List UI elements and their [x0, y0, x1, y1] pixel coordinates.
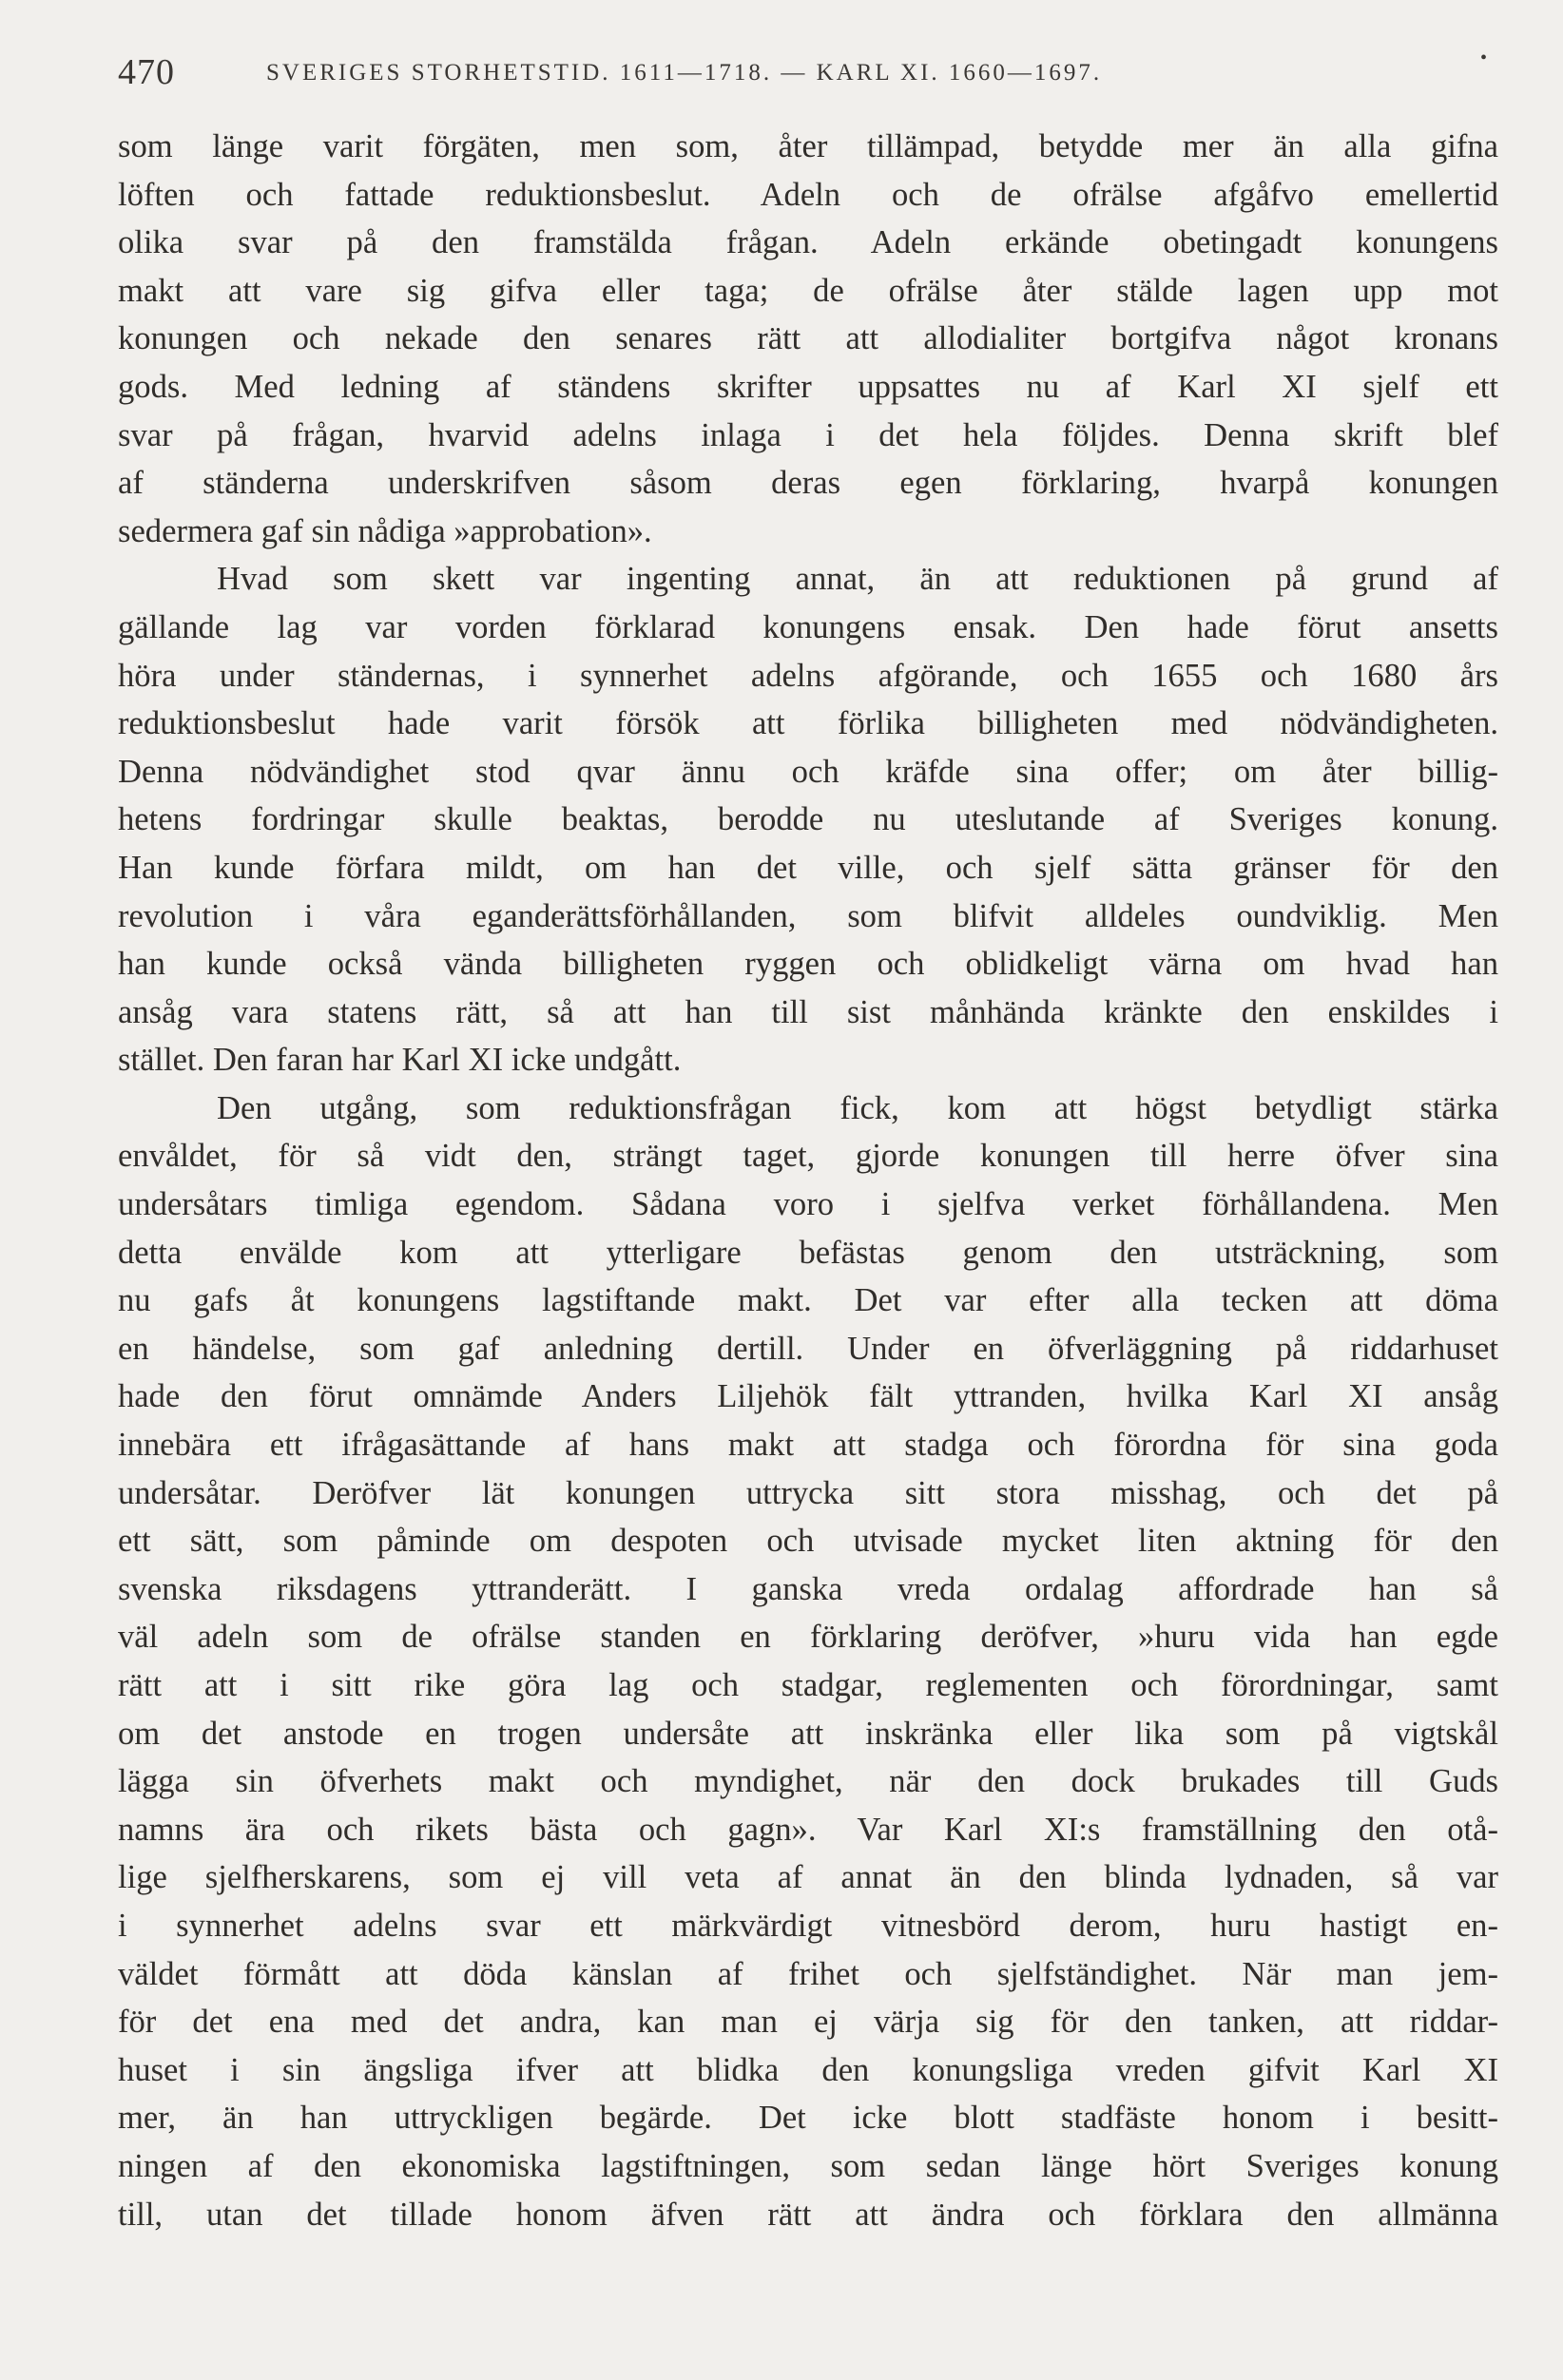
text-line: Han kunde förfara mildt, om han det ville, och sjelf sätta gränser för den	[118, 849, 1498, 886]
text-line: väl adeln som de ofrälse standen en förklaring deröfver, »huru vida han egde	[118, 1619, 1498, 1656]
page-header	[118, 48, 1498, 99]
text-line: namns ära och rikets bästa och gagn». Var Karl XI:s framställning den otå-	[118, 1811, 1498, 1848]
paragraph-start-line: Den utgång, som reduktionsfrågan fick, kom att högst betydligt stärka	[217, 1089, 1498, 1126]
text-line: svar på frågan, hvarvid adelns inlaga i det hela följdes. Denna skrift blef	[118, 416, 1498, 453]
header-mark: •	[1479, 48, 1487, 68]
text-line: väldet förmått att döda känslan af frihet och sjelfständighet. När man jem-	[118, 1955, 1498, 1992]
text-line: han kunde också vända billigheten ryggen och oblidkeligt värna om hvad han	[118, 946, 1498, 983]
text-line: höra under ständernas, i synnerhet adelns afgörande, och 1655 och 1680 års	[118, 657, 1498, 694]
text-line: makt att vare sig gifva eller taga; de ofrälse åter stälde lagen upp mot	[118, 272, 1498, 309]
paragraph-end-line: stället. Den faran har Karl XI icke undgått.	[118, 1042, 682, 1079]
text-line: svenska riksdagens yttranderätt. I ganska vreda ordalag affordrade han så	[118, 1570, 1498, 1607]
text-line: till, utan det tillade honom äfven rätt att ändra och förklara den allmänna	[118, 2196, 1498, 2233]
text-line: af ständerna underskrifven såsom deras egen förklaring, hvarpå konungen	[118, 465, 1498, 502]
text-line: innebära ett ifrågasättande af hans makt att stadga och förordna för sina goda	[118, 1427, 1498, 1464]
text-line: detta envälde kom att ytterligare befästas genom den utsträckning, som	[118, 1234, 1498, 1271]
text-line: lägga sin öfverhets makt och myndighet, när den dock brukades till Guds	[118, 1763, 1498, 1800]
text-line: revolution i våra eganderättsförhållanden, som blifvit alldeles oundviklig. Men	[118, 897, 1498, 934]
body-text	[118, 123, 1498, 2238]
text-line: om det anstode en trogen undersåte att inskränka eller lika som på vigtskål	[118, 1715, 1498, 1752]
text-line: envåldet, för så vidt den, strängt taget, gjorde konungen till herre öfver sina	[118, 1138, 1498, 1175]
text-line: som länge varit förgäten, men som, åter tillämpad, betydde mer än alla gifna	[118, 128, 1498, 164]
text-line: ansåg vara statens rätt, så att han till sist månhända kränkte den enskildes i	[118, 993, 1498, 1030]
text-line: undersåtar. Deröfver lät konungen uttrycka sitt stora misshag, och det på	[118, 1474, 1498, 1511]
text-line: i synnerhet adelns svar ett märkvärdigt vitnesbörd derom, huru hastigt en-	[118, 1907, 1498, 1944]
text-line: en händelse, som gaf anledning dertill. Under en öfverläggning på riddarhuset	[118, 1330, 1498, 1367]
text-line: Denna nödvändighet stod qvar ännu och kräfde sina offer; om åter billig-	[118, 753, 1498, 790]
text-line: ningen af den ekonomiska lagstiftningen, som sedan länge hört Sveriges konung	[118, 2147, 1498, 2184]
page-number: 470	[118, 52, 175, 92]
text-line: rätt att i sitt rike göra lag och stadgar, reglementen och förordningar, samt	[118, 1667, 1498, 1703]
text-line: huset i sin ängsliga ifver att blidka den konungsliga vreden gifvit Karl XI	[118, 2051, 1498, 2088]
text-line: för det ena med det andra, kan man ej värja sig för den tanken, att riddar-	[118, 2004, 1498, 2041]
running-title: SVERIGES STORHETSTID. 1611—1718. — KARL XI. 1660—1697.	[266, 60, 1103, 86]
text-line: hade den förut omnämde Anders Liljehök fält yttranden, hvilka Karl XI ansåg	[118, 1378, 1498, 1415]
text-line: konungen och nekade den senares rätt att allodialiter bortgifva något kronans	[118, 320, 1498, 357]
text-line: mer, än han uttryckligen begärde. Det icke blott stadfäste honom i besitt-	[118, 2100, 1498, 2137]
text-line: nu gafs åt konungens lagstiftande makt. Det var efter alla tecken att döma	[118, 1282, 1498, 1319]
text-line: lige sjelfherskarens, som ej vill veta af annat än den blinda lydnaden, så var	[118, 1859, 1498, 1896]
text-line: gällande lag var vorden förklarad konungens ensak. Den hade förut ansetts	[118, 608, 1498, 645]
text-line: ett sätt, som påminde om despoten och utvisade mycket liten aktning för den	[118, 1523, 1498, 1560]
text-line: undersåtars timliga egendom. Sådana voro i sjelfva verket förhållandena. Men	[118, 1186, 1498, 1223]
text-line: hetens fordringar skulle beaktas, berodde nu uteslutande af Sveriges konung.	[118, 801, 1498, 838]
paragraph-end-line: sedermera gaf sin nådiga »approbation».	[118, 512, 652, 549]
text-line: gods. Med ledning af ständens skrifter uppsattes nu af Karl XI sjelf ett	[118, 368, 1498, 405]
text-line: olika svar på den framstälda frågan. Adeln erkände obetingadt konungens	[118, 224, 1498, 261]
text-line: reduktionsbeslut hade varit försök att förlika billigheten med nödvändigheten.	[118, 705, 1498, 742]
paragraph-start-line: Hvad som skett var ingenting annat, än att reduktionen på grund af	[217, 561, 1498, 598]
text-line: löften och fattade reduktionsbeslut. Adeln och de ofrälse afgåfvo emellertid	[118, 176, 1498, 213]
